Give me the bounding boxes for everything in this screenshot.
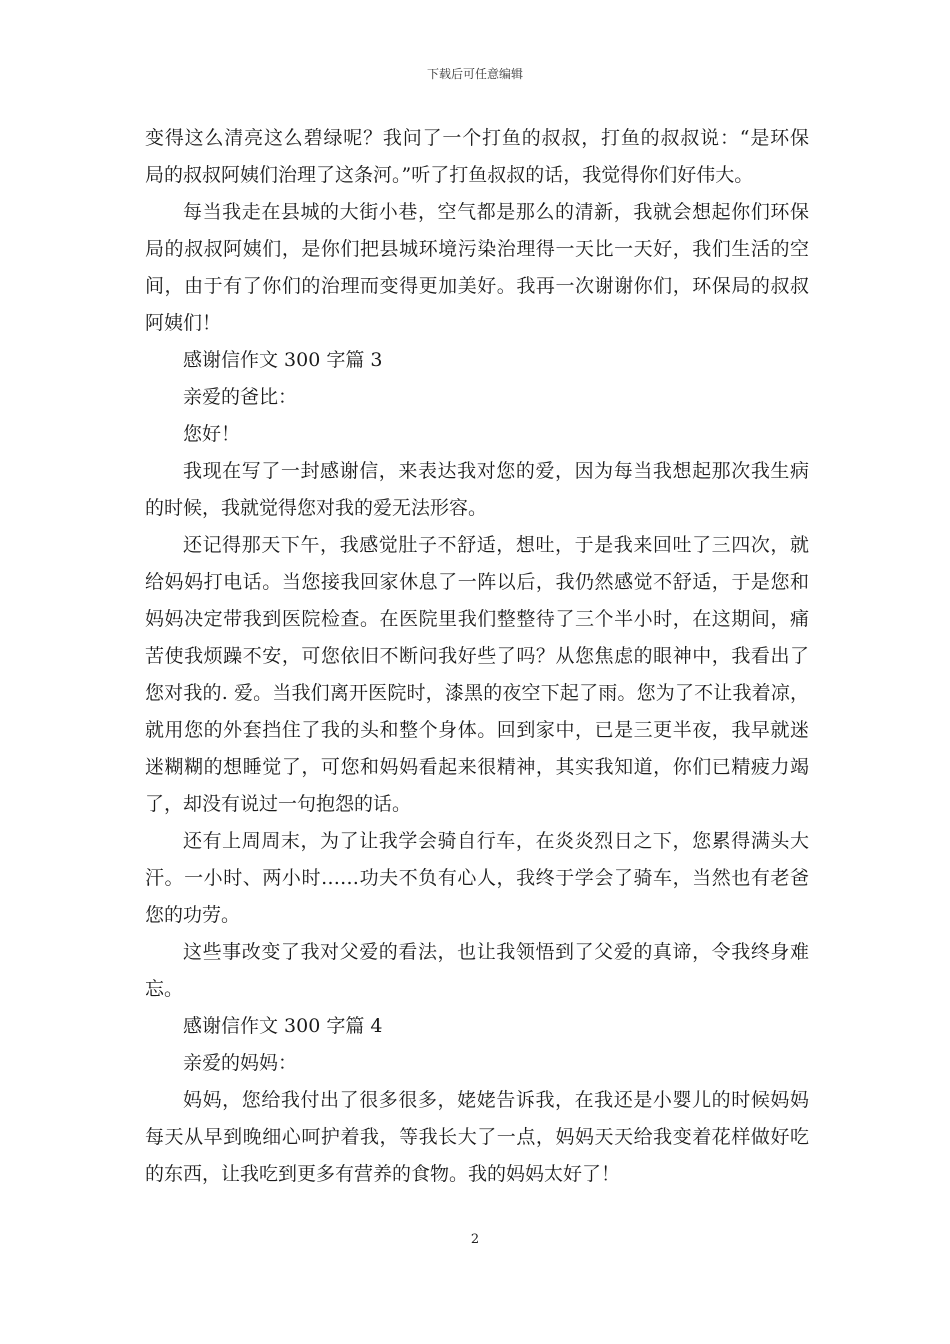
text-line: 您的功劳。: [145, 904, 241, 926]
text-line: 这些事改变了我对父爱的看法，也让我领悟到了父爱的真谛，令我终身难: [183, 941, 809, 963]
page-header: 下载后可任意编辑: [426, 67, 523, 81]
text-line: 您好！: [183, 423, 241, 445]
text-line: 迷糊糊的想睡觉了，可您和妈妈看起来很精神，其实我知道，你们已精疲力竭: [145, 756, 809, 778]
text-line: 局的叔叔阿姨们治理了这条河。”听了打鱼叔叔的话，我觉得你们好伟大。: [145, 164, 754, 186]
text-line: 的东西，让我吃到更多有营养的食物。我的妈妈太好了！: [145, 1163, 621, 1185]
text-line: 还有上周周末，为了让我学会骑自行车，在炎炎烈日之下，您累得满头大: [183, 830, 809, 852]
text-line: 的时候，我就觉得您对我的爱无法形容。: [145, 497, 488, 519]
text-line: 亲爱的妈妈：: [183, 1052, 298, 1074]
text-line: 汗。一小时、两小时……功夫不负有心人，我终于学会了骑车，当然也有老爸: [145, 867, 809, 889]
text-line: 变得这么清亮这么碧绿呢？我问了一个打鱼的叔叔，打鱼的叔叔说：“是环保: [145, 127, 809, 149]
text-line: 就用您的外套挡住了我的头和整个身体。回到家中，已是三更半夜，我早就迷: [145, 719, 809, 741]
text-line: 忘。: [145, 978, 184, 1000]
text-line: 苦使我烦躁不安，可您依旧不断问我好些了吗？从您焦虑的眼神中，我看出了: [145, 645, 809, 667]
text-line: 给妈妈打电话。当您接我回家休息了一阵以后，我仍然感觉不舒适，于是您和: [145, 571, 809, 593]
document-body: [145, 120, 809, 1193]
text-line: 您对我的. 爱。当我们离开医院时，漆黑的夜空下起了雨。您为了不让我着凉，: [145, 682, 809, 704]
text-line: 间，由于有了你们的治理而变得更加美好。我再一次谢谢你们，环保局的叔叔: [145, 275, 809, 297]
text-line: 局的叔叔阿姨们，是你们把县城环境污染治理得一天比一天好，我们生活的空: [145, 238, 809, 260]
text-line: 妈妈，您给我付出了很多很多，姥姥告诉我，在我还是小婴儿的时候妈妈: [183, 1089, 809, 1111]
text-line: 感谢信作文 300 字篇 3: [183, 349, 383, 371]
text-line: 每当我走在县城的大街小巷，空气都是那么的清新，我就会想起你们环保: [183, 201, 809, 223]
text-line: 感谢信作文 300 字篇 4: [183, 1015, 383, 1037]
text-line: 我现在写了一封感谢信，来表达我对您的爱，因为每当我想起那次我生病: [183, 460, 809, 482]
text-line: 每天从早到晚细心呵护着我，等我长大了一点，妈妈天天给我变着花样做好吃: [145, 1126, 809, 1148]
text-line: 妈妈决定带我到医院检查。在医院里我们整整待了三个半小时，在这期间，痛: [145, 608, 809, 630]
text-line: 还记得那天下午，我感觉肚子不舒适，想吐，于是我来回吐了三四次，就: [183, 534, 809, 556]
page-number: 2: [470, 1232, 480, 1247]
text-line: 阿姨们！: [145, 312, 222, 334]
text-line: 亲爱的爸比：: [183, 386, 298, 408]
text-line: 了，却没有说过一句抱怨的话。: [145, 793, 412, 815]
